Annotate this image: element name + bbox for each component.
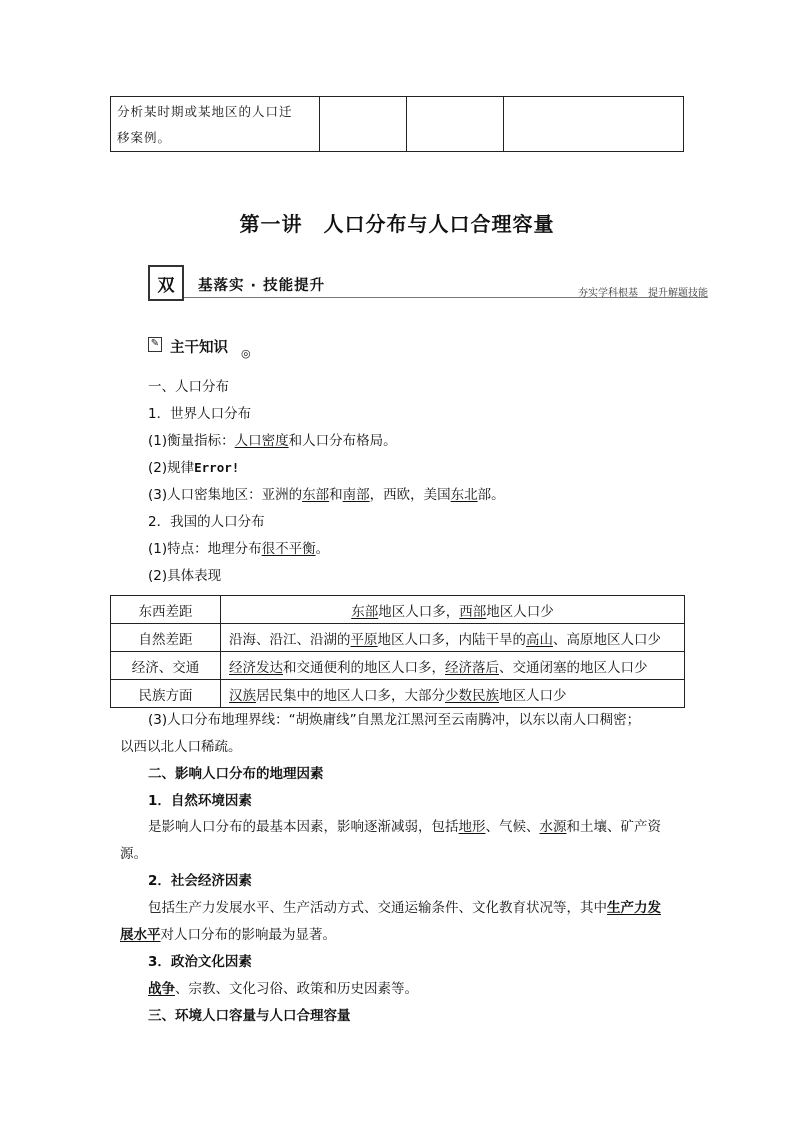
section-label: 主干知识: [170, 340, 228, 356]
text: 是影响人口分布的最基本因素，影响逐渐减弱，包括: [148, 819, 459, 835]
row-header: 自然差距: [111, 624, 221, 652]
answer: 东部: [351, 603, 379, 620]
text: (2)规律: [148, 460, 195, 476]
heading-factors: 二、影响人口分布的地理因素: [148, 766, 324, 782]
boundary-line-1: (3)人口分布地理界线：“胡焕庸线”自黑龙江黑河至云南腾冲，以东以南人口稠密；: [148, 712, 641, 728]
answer: 经济发达: [229, 659, 283, 676]
text: 和交通便利的地区人口多，: [283, 659, 445, 676]
banner-subtitle-right: 提升解题技能: [648, 288, 708, 299]
table-row: [111, 624, 685, 652]
text: 和土壤、矿产资: [566, 819, 661, 835]
text: 。: [315, 541, 330, 557]
answer: 高山: [526, 631, 553, 648]
natural-line-2: 源。: [120, 846, 147, 862]
boundary-line-2: 以西以北人口稀疏。: [120, 739, 242, 755]
answer: 水源: [539, 819, 567, 835]
sub-china-distribution: 2．我国的人口分布: [148, 514, 265, 530]
political-line: [148, 980, 418, 998]
text: 、高原地区人口少: [553, 631, 661, 648]
heading-capacity: 三、环境人口容量与人口合理容量: [148, 1008, 351, 1024]
lecture-title: 第一讲 人口分布与人口合理容量: [239, 212, 555, 236]
text: (3)人口密集地区：亚洲的: [148, 487, 303, 503]
answer: 南部: [342, 487, 370, 503]
heading-population-distribution: 一、人口分布: [148, 379, 229, 395]
sub-political-factors: 3．政治文化因素: [148, 954, 252, 970]
feature-line: [148, 540, 329, 558]
row-value: [221, 652, 685, 680]
error-text: Error!: [194, 460, 240, 475]
answer: 战争: [148, 981, 175, 997]
dense-areas-line: [148, 486, 505, 504]
text: 、宗教、文化习俗、政策和历史因素等。: [175, 981, 418, 997]
distribution-table: [110, 595, 685, 708]
answer: 人口密度: [234, 433, 289, 449]
measure-line: [148, 432, 397, 450]
text: 地区人口少: [499, 687, 567, 704]
empty-cell-1: [320, 97, 407, 152]
objectives-table: [110, 96, 684, 152]
answer: 东部: [302, 487, 330, 503]
answer: 汉族: [229, 687, 256, 704]
text: 、气候、: [485, 819, 540, 835]
banner-subtitle-left: 夯实学科根基: [578, 288, 638, 299]
answer: 生产力发: [607, 900, 661, 916]
sub-world-distribution: 1．世界人口分布: [148, 406, 252, 422]
banner-title: 基落实 · 技能提升: [198, 278, 326, 294]
answer: 地形: [458, 819, 486, 835]
answer: 平原: [350, 631, 378, 648]
text: 和人口分布格局。: [288, 433, 397, 449]
section-mark: ◎: [241, 347, 251, 360]
table-row: [111, 652, 685, 680]
text: 沿海、沿江、沿湖的: [229, 631, 351, 648]
text: 对人口分布的影响最为显著。: [160, 927, 336, 943]
row-header: 经济、交通: [111, 652, 221, 680]
row-value: [221, 596, 685, 624]
sub-natural-factors: 1．自然环境因素: [148, 793, 252, 809]
pen-icon: ✎: [148, 337, 162, 352]
empty-cell-2: [407, 97, 504, 152]
text: 地区人口多，内陆干旱的: [377, 631, 526, 648]
objective-cell: [111, 97, 320, 152]
text: ，西欧，美国: [369, 487, 451, 503]
section-banner: [148, 265, 708, 307]
specific-label: (2)具体表现: [148, 568, 222, 584]
answer: 西部: [459, 603, 487, 620]
empty-cell-3: [504, 97, 684, 152]
natural-line-1: [148, 818, 661, 836]
social-line-1: [148, 899, 661, 917]
objective-line-1: 分析某时期或某地区的人口迁: [117, 104, 293, 119]
answer: 展水平: [120, 927, 161, 943]
row-value: [221, 624, 685, 652]
banner-badge: 双: [148, 265, 184, 301]
row-header: 东西差距: [111, 596, 221, 624]
table-row: [111, 596, 685, 624]
text: 地区人口多，: [378, 603, 460, 620]
text: 地区人口少: [486, 603, 554, 620]
text: (1)衡量指标：: [148, 433, 235, 449]
answer: 经济落后: [445, 659, 499, 676]
table-row: [111, 680, 685, 708]
answer: 很不平衡: [261, 541, 316, 557]
row-header: 民族方面: [111, 680, 221, 708]
banner-rule: [184, 297, 708, 298]
text: 、交通闭塞的地区人口少: [499, 659, 648, 676]
social-line-2: [120, 926, 336, 944]
objective-line-2: 移案例。: [117, 130, 172, 145]
row-value: [221, 680, 685, 708]
text: 包括生产力发展水平、生产活动方式、交通运输条件、文化教育状况等，其中: [148, 900, 607, 916]
pattern-line: [148, 459, 239, 477]
answer: 东北: [450, 487, 478, 503]
text: 居民集中的地区人口多，大部分: [256, 687, 445, 704]
text: 和: [329, 487, 343, 503]
sub-social-factors: 2．社会经济因素: [148, 873, 252, 889]
answer: 少数民族: [445, 687, 499, 704]
text: (1)特点：地理分布: [148, 541, 262, 557]
text: 部。: [477, 487, 505, 503]
